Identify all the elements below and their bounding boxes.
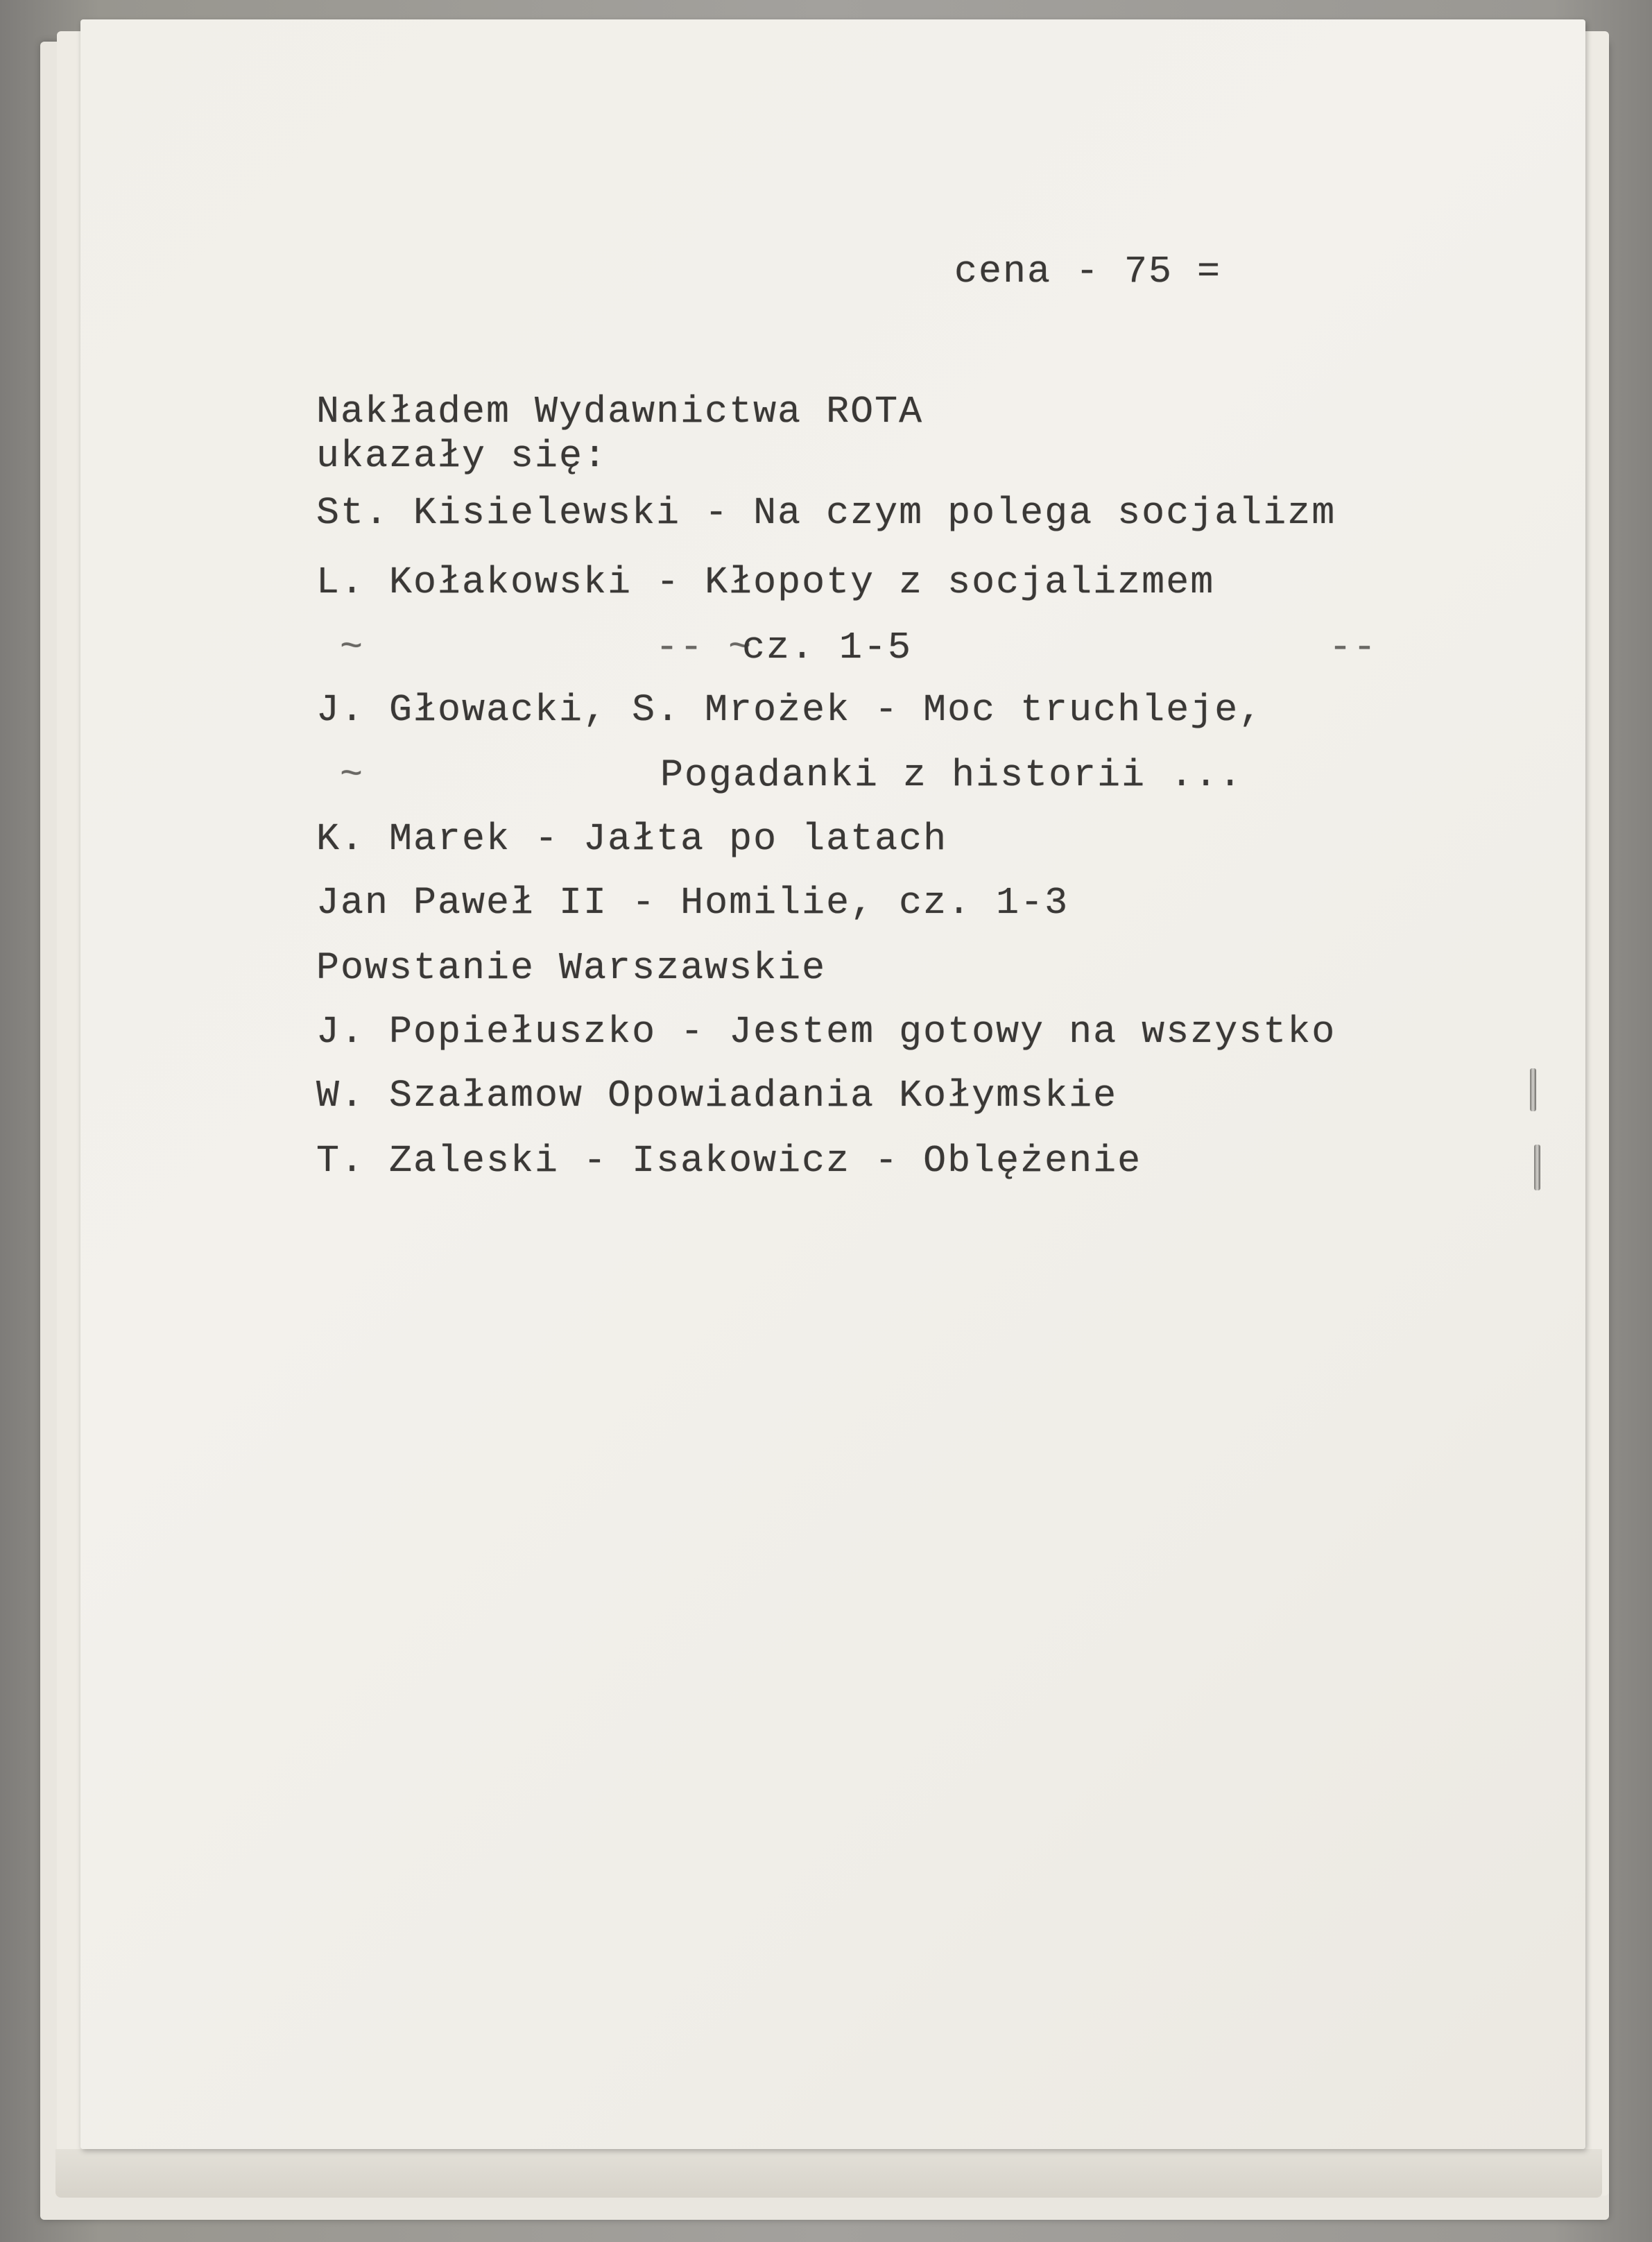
heading-line-2: ukazały się:: [316, 434, 608, 478]
list-item: Pogadanki z historii ...: [660, 753, 1244, 797]
list-item: Jan Paweł II - Homilie, cz. 1-3: [316, 881, 1069, 925]
list-item: W. Szałamow Opowiadania Kołymskie: [316, 1074, 1118, 1118]
ditto-marks: --: [1329, 626, 1378, 669]
list-item: cz. 1-5: [742, 626, 913, 669]
list-item: K. Marek - Jałta po latach: [316, 817, 948, 861]
list-item: T. Zaleski - Isakowicz - Oblężenie: [316, 1139, 1142, 1183]
list-item: J. Głowacki, S. Mrożek - Moc truchleje,: [316, 688, 1264, 732]
list-item: Powstanie Warszawskie: [316, 946, 827, 990]
list-item: St. Kisielewski - Na czym polega socjalizm: [316, 491, 1336, 535]
list-item: L. Kołakowski - Kłopoty z socjalizmem: [316, 560, 1215, 604]
list-item: J. Popiełuszko - Jestem gotowy na wszystko: [316, 1010, 1336, 1054]
booklet-bottom-edge: [55, 2149, 1602, 2198]
price-line: cena - 75 =: [954, 250, 1222, 293]
ditto-marks: ~: [340, 753, 365, 797]
staple-bottom: [1534, 1145, 1540, 1190]
ditto-marks: ~ -- ~: [340, 626, 753, 669]
staple-top: [1530, 1068, 1536, 1111]
heading-line-1: Nakładem Wydawnictwa ROTA: [316, 390, 924, 434]
